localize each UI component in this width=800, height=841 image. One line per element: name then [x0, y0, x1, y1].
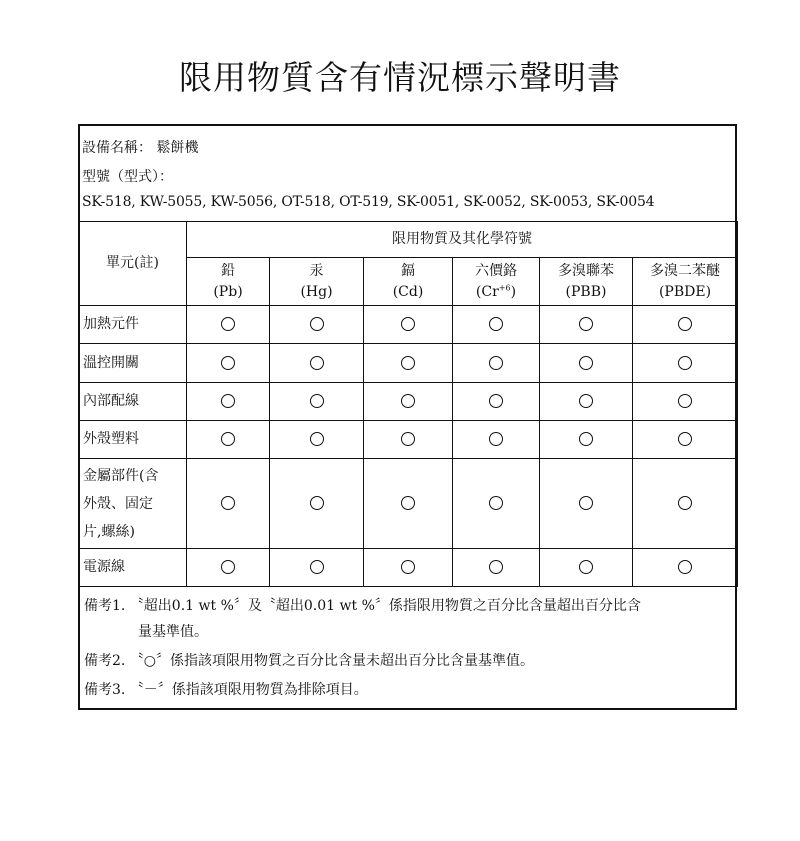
circle-icon	[579, 432, 593, 446]
table-row	[79, 383, 738, 421]
unit-cell: 內部配線	[79, 383, 187, 421]
circle-icon	[489, 356, 503, 370]
unit-cell: 外殼塑料	[79, 421, 187, 459]
circle-icon	[678, 496, 692, 510]
circle-icon	[579, 560, 593, 574]
circle-icon	[310, 432, 324, 446]
table-row	[79, 549, 738, 587]
unit-cell: 加熱元件	[79, 306, 187, 344]
circle-icon	[401, 317, 415, 331]
substance-table	[78, 221, 738, 587]
equipment-label: 設備名稱：	[82, 140, 152, 156]
circle-icon	[579, 356, 593, 370]
circle-icon	[401, 496, 415, 510]
circle-icon	[310, 496, 324, 510]
circle-icon	[579, 496, 593, 510]
circle-icon	[221, 356, 235, 370]
circle-icon	[310, 317, 324, 331]
page-title: 限用物質含有情況標示聲明書	[179, 58, 621, 97]
circle-icon	[310, 356, 324, 370]
circle-icon	[310, 394, 324, 408]
substance-header-cd: 鎘 (Cd)	[364, 258, 453, 306]
unit-cell: 電源線	[79, 549, 187, 587]
substance-header-pbb: 多溴聯苯 (PBB)	[540, 258, 633, 306]
model-value: SK-518, KW-5055, KW-5056, OT-518, OT-519, SK-0051, SK-0052, SK-0053, SK-0054	[82, 194, 655, 210]
unit-cell: 金屬部件(含 外殼、固定 片,螺絲)	[79, 459, 187, 549]
substance-group-header: 限用物質及其化學符號	[187, 222, 738, 258]
circle-icon	[678, 356, 692, 370]
circle-icon	[579, 317, 593, 331]
model-label: 型號（型式）：	[82, 169, 173, 185]
substance-header-cr6: 六價鉻 $(Cr^{+6})$	[453, 258, 540, 306]
note-1: 備考1. 〝超出0.1 wt %〞及〝超出0.01 wt %〞係指限用物質之百分比含量超出百分比含 量基準值。	[84, 598, 641, 640]
table-row	[79, 344, 738, 383]
substance-header-pb: 鉛 (Pb)	[187, 258, 270, 306]
table-row	[79, 306, 738, 344]
circle-icon	[489, 432, 503, 446]
equipment-value: 鬆餅機	[156, 140, 199, 156]
table-row	[79, 459, 738, 549]
substance-header-hg: 汞 (Hg)	[270, 258, 364, 306]
circle-icon	[221, 496, 235, 510]
circle-icon	[489, 496, 503, 510]
circle-icon	[678, 560, 692, 574]
circle-icon	[310, 560, 324, 574]
note-3: 備考3. 〝－〞係指該項限用物質為排除項目。	[84, 682, 368, 698]
circle-icon	[678, 317, 692, 331]
unit-header: 單元(註)	[79, 222, 187, 306]
circle-icon	[221, 560, 235, 574]
table-row	[79, 421, 738, 459]
equipment-name	[82, 137, 198, 157]
circle-icon	[678, 394, 692, 408]
circle-icon	[221, 432, 235, 446]
circle-icon	[221, 394, 235, 408]
circle-icon	[401, 560, 415, 574]
circle-icon	[401, 394, 415, 408]
substance-header-pbde: 多溴二苯醚 (PBDE)	[633, 258, 738, 306]
circle-icon	[579, 394, 593, 408]
circle-icon	[401, 432, 415, 446]
circle-icon	[489, 394, 503, 408]
note-2: 備考2. 〝○〞係指該項限用物質之百分比含量未超出百分比含量基準值。	[84, 653, 535, 669]
circle-icon	[401, 356, 415, 370]
unit-cell: 溫控開關	[79, 344, 187, 383]
circle-icon	[221, 317, 235, 331]
circle-icon	[678, 432, 692, 446]
circle-icon	[489, 560, 503, 574]
circle-icon	[489, 317, 503, 331]
